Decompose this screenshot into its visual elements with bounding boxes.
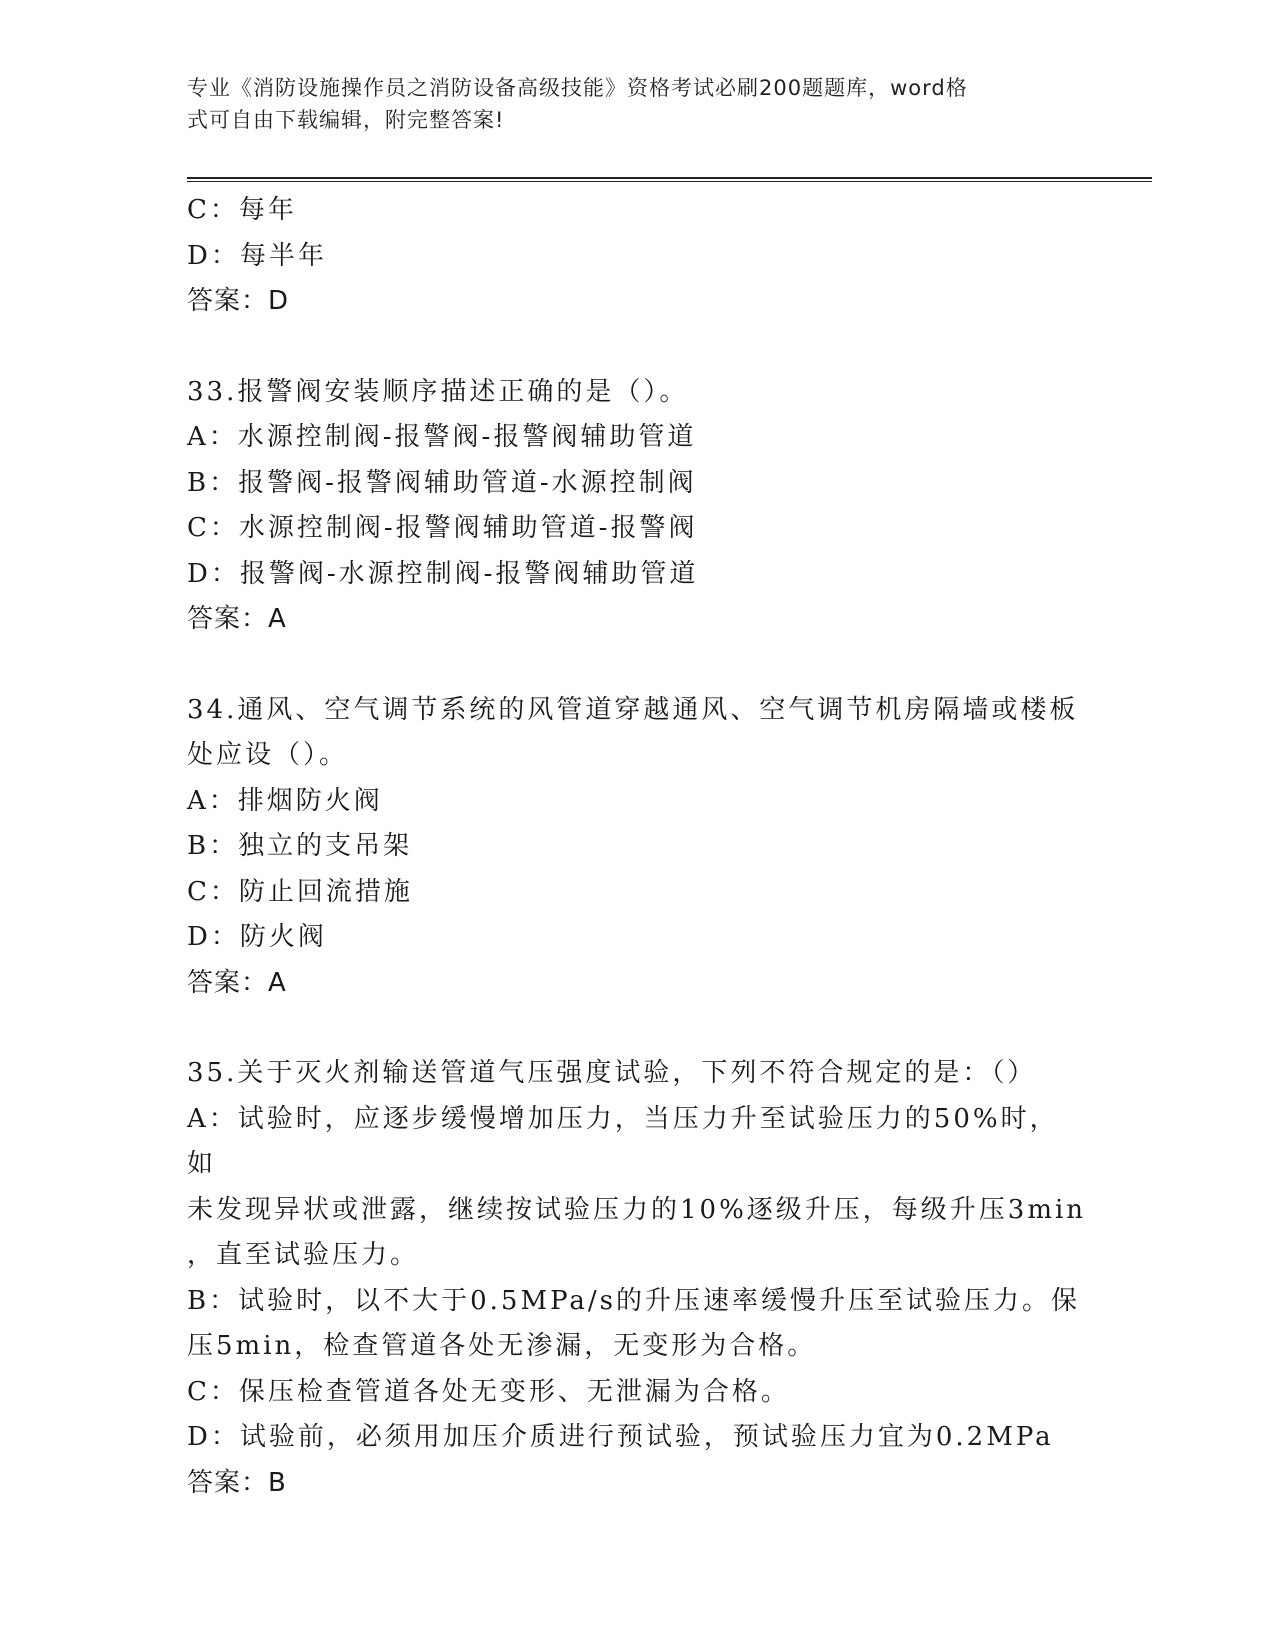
option-a: A：排烟防火阀: [187, 785, 383, 816]
header-line-1: 专业《消防设施操作员之消防设备高级技能》资格考试必刷200题题库，word格: [187, 76, 968, 100]
option-b-line-2: 压5min，检查管道各处无渗漏，无变形为合格。: [187, 1331, 817, 1361]
option-c: C：水源控制阀-报警阀辅助管道-报警阀: [187, 513, 698, 543]
question-stem-line-1: 34.通风、空气调节系统的风管道穿越通风、空气调节机房隔墙或楼板: [187, 694, 1079, 725]
option-a-line-3: ，直至试验压力。: [187, 1240, 420, 1270]
option-b-line-1: B：试验时，以不大于0.5MPa/s的升压速率缓慢升压至试验压力。保: [187, 1285, 1081, 1316]
option-d: D：防火阀: [187, 922, 327, 952]
question-35: [187, 1051, 1087, 1506]
question-stem: 33.报警阀安装顺序描述正确的是（）。: [187, 376, 689, 407]
option-c: C：每年: [187, 195, 297, 225]
option-a-line-1: A：试验时，应逐步缓慢增加压力，当压力升至试验压力的50%时，如: [187, 1103, 1059, 1179]
option-c: C：保压检查管道各处无变形、无泄漏为合格。: [187, 1376, 790, 1407]
option-a: A：水源控制阀-报警阀-报警阀辅助管道: [187, 422, 697, 452]
option-a-line-2: 未发现异状或泄露，继续按试验压力的10%逐级升压，每级升压3min: [187, 1194, 1087, 1225]
spacer: [187, 643, 1087, 688]
option-b: B：独立的支吊架: [187, 831, 413, 861]
option-b: B：报警阀-报警阀辅助管道-水源控制阀: [187, 467, 697, 498]
option-d: D：报警阀-水源控制阀-报警阀辅助管道: [187, 558, 699, 589]
answer: 答案：A: [187, 604, 287, 634]
answer: 答案：D: [187, 286, 290, 316]
spacer: [187, 1006, 1087, 1051]
spacer: [187, 325, 1087, 370]
answer: 答案：B: [187, 1467, 287, 1498]
question-33: [187, 370, 1087, 643]
question-34: [187, 688, 1087, 1007]
question-stem-line-2: 处应设（）。: [187, 740, 349, 770]
document-header: [187, 72, 1067, 136]
question-32-tail: [187, 188, 1087, 325]
question-stem: 35.关于灭火剂输送管道气压强度试验，下列不符合规定的是：（）: [187, 1058, 1037, 1088]
header-divider: [187, 177, 1152, 182]
option-c: C：防止回流措施: [187, 876, 413, 907]
answer: 答案：A: [187, 967, 287, 998]
header-line-2: 式可自由下载编辑，附完整答案!: [187, 108, 505, 132]
question-list: [187, 188, 1087, 1506]
option-d: D：每半年: [187, 240, 327, 271]
option-d: D：试验前，必须用加压介质进行预试验，预试验压力宜为0.2MPa: [187, 1422, 1054, 1452]
